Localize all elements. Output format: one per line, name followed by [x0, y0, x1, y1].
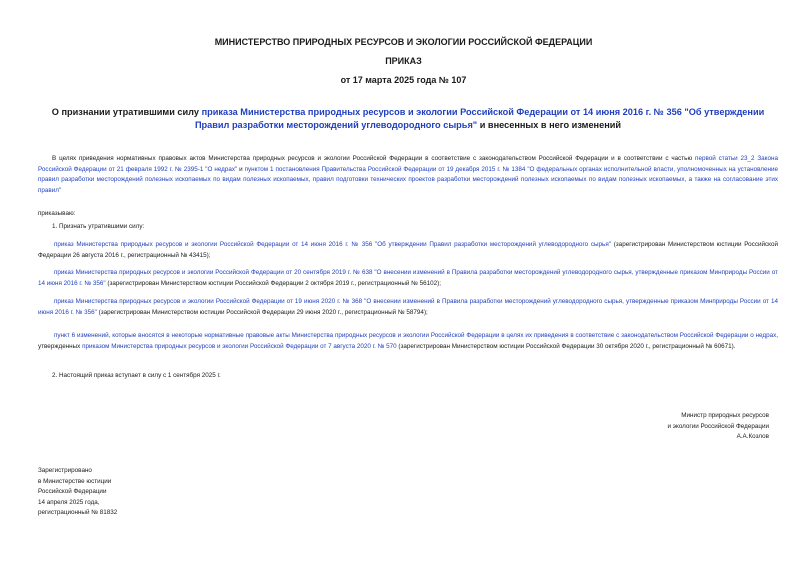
registration-line-1: Зарегистрировано [38, 467, 92, 474]
item-a-link[interactable]: приказ Министерства природных ресурсов и экологии Российской Федерации от 14 июня 2016 г. № 356 "Об утверждении Правил разработки месторождений углеводородного сырья" [54, 241, 611, 248]
list-item [38, 240, 778, 261]
item-a-text: (зарегистрирован Министерством юстиции Российской Федерации 26 августа 2016 г., регистрационный № 43415); [38, 241, 778, 259]
list-item [38, 297, 778, 318]
ministry-header: МИНИСТЕРСТВО ПРИРОДНЫХ РЕСУРСОВ И ЭКОЛОГИИ РОССИЙСКОЙ ФЕДЕРАЦИИ [214, 37, 593, 47]
item-d-link-2[interactable]: приказом Министерства природных ресурсов и экологии Российской Федерации от 7 августа 2020 г. № 570 [82, 342, 397, 350]
item-d-text-2: (зарегистрирован Министерством юстиции Российской Федерации 30 октября 2020 г., регистрационный № 60671). [396, 342, 736, 350]
registration-line-3: Российской Федерации [38, 488, 107, 495]
title-prefix: О признании утратившими силу [51, 107, 202, 117]
document-title [36, 106, 780, 132]
item-c-link[interactable]: приказ Министерства природных ресурсов и экологии Российской Федерации от 19 июня 2020 г. № 368 "О внесении изменений в Правила разработки месторождений углеводородного сырья, утвержденные приказом Минприроды России от 14 июня 2016 г. № 356" [38, 298, 778, 316]
item-d-text-1: , утвержденных [38, 332, 778, 350]
registration-block [38, 466, 117, 519]
list-item [38, 331, 778, 352]
document-type: ПРИКАЗ [385, 56, 422, 66]
intro-link-law[interactable]: первой статьи 23_2 Закона Российской Федерации от 21 февраля 1992 г. № 2395-1 "О недрах" [38, 155, 778, 173]
list-item [38, 268, 778, 289]
title-suffix: и внесенных в него изменений [477, 120, 622, 130]
item-b-link[interactable]: приказ Министерства природных ресурсов и экологии Российской Федерации от 20 сентября 2019 г. № 638 "О внесении изменений в Правила разработки месторождений углеводородного сырья, утвержденные приказом Минприроды России от 14 июня 2016 г. № 356" [38, 269, 778, 287]
item-b-text: (зарегистрирован Министерством юстиции Российской Федерации 2 октября 2019 г., регистрационный № 56102); [105, 279, 441, 287]
intro-text-2: и [237, 165, 245, 173]
signature-line-1: Министр природных ресурсов [681, 412, 769, 419]
prikazyvayu-text: приказываю: [38, 210, 76, 217]
point-1: 1. Признать утратившими силу: [52, 223, 145, 230]
title-link[interactable]: приказа Министерства природных ресурсов и экологии Российской Федерации от 14 июня 2016 г. № 356 "Об утверждении Правил разработки месторождений углеводородного сырья" [194, 107, 765, 130]
intro-paragraph [38, 154, 778, 196]
document-date-number: от 17 марта 2025 года № 107 [340, 75, 467, 85]
signature-line-2: и экологии Российской Федерации [667, 422, 769, 430]
intro-link-decree[interactable]: пунктом 1 постановления Правительства Российской Федерации от 19 декабря 2015 г. № 1384 "О федеральных органах исполнительной власти, уполномоченных на установление правил разработки месторождений полезных ископаемых по видам полезных ископаемых, правил подготовки технических проектов разработки месторождений полезных ископаемых по видам полезных ископаемых, а также на согласование этих правил" [38, 165, 778, 194]
registration-line-2: в Министерстве юстиции [38, 477, 112, 485]
item-c-text: (зарегистрирован Министерством юстиции Российской Федерации 29 июня 2020 г., регистрационный № 58794); [96, 308, 428, 316]
registration-date: 14 апреля 2025 года, [38, 498, 100, 506]
point-2: 2. Настоящий приказ вступает в силу с 1 сентября 2025 г. [52, 372, 221, 379]
item-d-link-1[interactable]: пункт 6 изменений, которые вносятся в некоторые нормативные правовые акты Министерства природных ресурсов и экологии Российской Федерации в целях их приведения в соответствие с законодательством Российской Федерации о недрах [54, 332, 777, 339]
signature-block [668, 411, 769, 443]
intro-text-1: В целях приведения нормативных правовых актов Министерства природных ресурсов и экологии Российской Федерации в соответствие с законодательством Российской Федерации и в соответствии с частью [52, 155, 696, 162]
signature-name: А.А.Козлов [736, 433, 769, 440]
registration-number: регистрационный № 81832 [38, 509, 118, 516]
